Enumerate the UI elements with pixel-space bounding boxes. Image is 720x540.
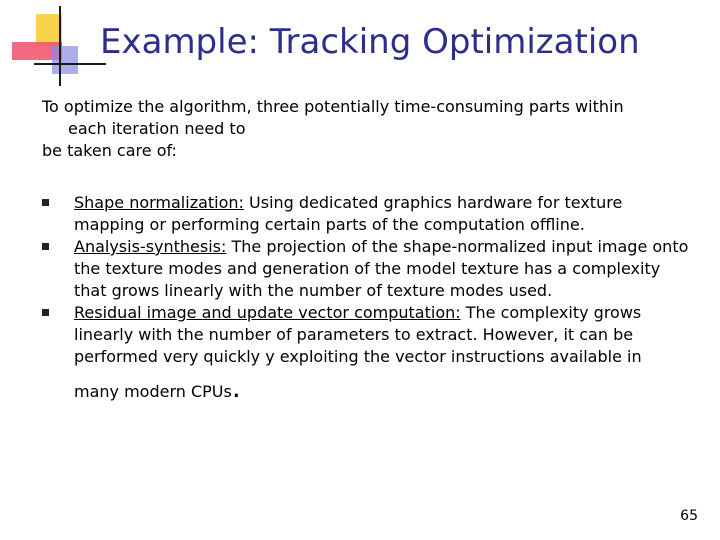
page-number: 65	[680, 508, 698, 524]
bullet-list	[42, 192, 692, 403]
square-bullet-icon	[42, 243, 49, 250]
bullet-tail-text: many modern CPUs	[74, 382, 232, 401]
bullet-text: The projection of the shape-normalized input image onto the texture modes and generation of the model texture has a complexity that grows linearly with the number of texture modes used.	[74, 237, 689, 300]
intro-line-3: be taken care of:	[42, 141, 177, 160]
bullet-tail-line	[74, 371, 241, 404]
square-bullet-icon	[42, 199, 49, 206]
bullet-text: Using dedicated graphics hardware for texture mapping or performing certain parts of the computation offline.	[74, 193, 623, 234]
bullet-item	[42, 302, 692, 403]
bullet-term: Analysis-synthesis:	[74, 237, 227, 256]
bullet-item	[42, 192, 692, 236]
intro-line-1: To optimize the algorithm, three potentially time-consuming parts within	[42, 97, 624, 116]
slide-title: Example: Tracking Optimization	[100, 22, 640, 62]
intro-paragraph	[42, 96, 702, 162]
logo-blue-square	[52, 46, 78, 74]
bullet-term: Residual image and update vector computation:	[74, 303, 461, 322]
bullet-item	[42, 236, 692, 302]
bullet-text: The complexity grows linearly with the number of parameters to extract. However, it can be performed very quickly y exploiting the vector instructions available in	[74, 303, 642, 366]
square-bullet-icon	[42, 309, 49, 316]
bullet-tail-period: .	[231, 371, 241, 404]
logo-yellow-square	[36, 14, 62, 46]
bullet-term: Shape normalization:	[74, 193, 244, 212]
intro-line-2: each iteration need to	[68, 119, 246, 138]
slide-logo-decoration	[0, 0, 110, 90]
